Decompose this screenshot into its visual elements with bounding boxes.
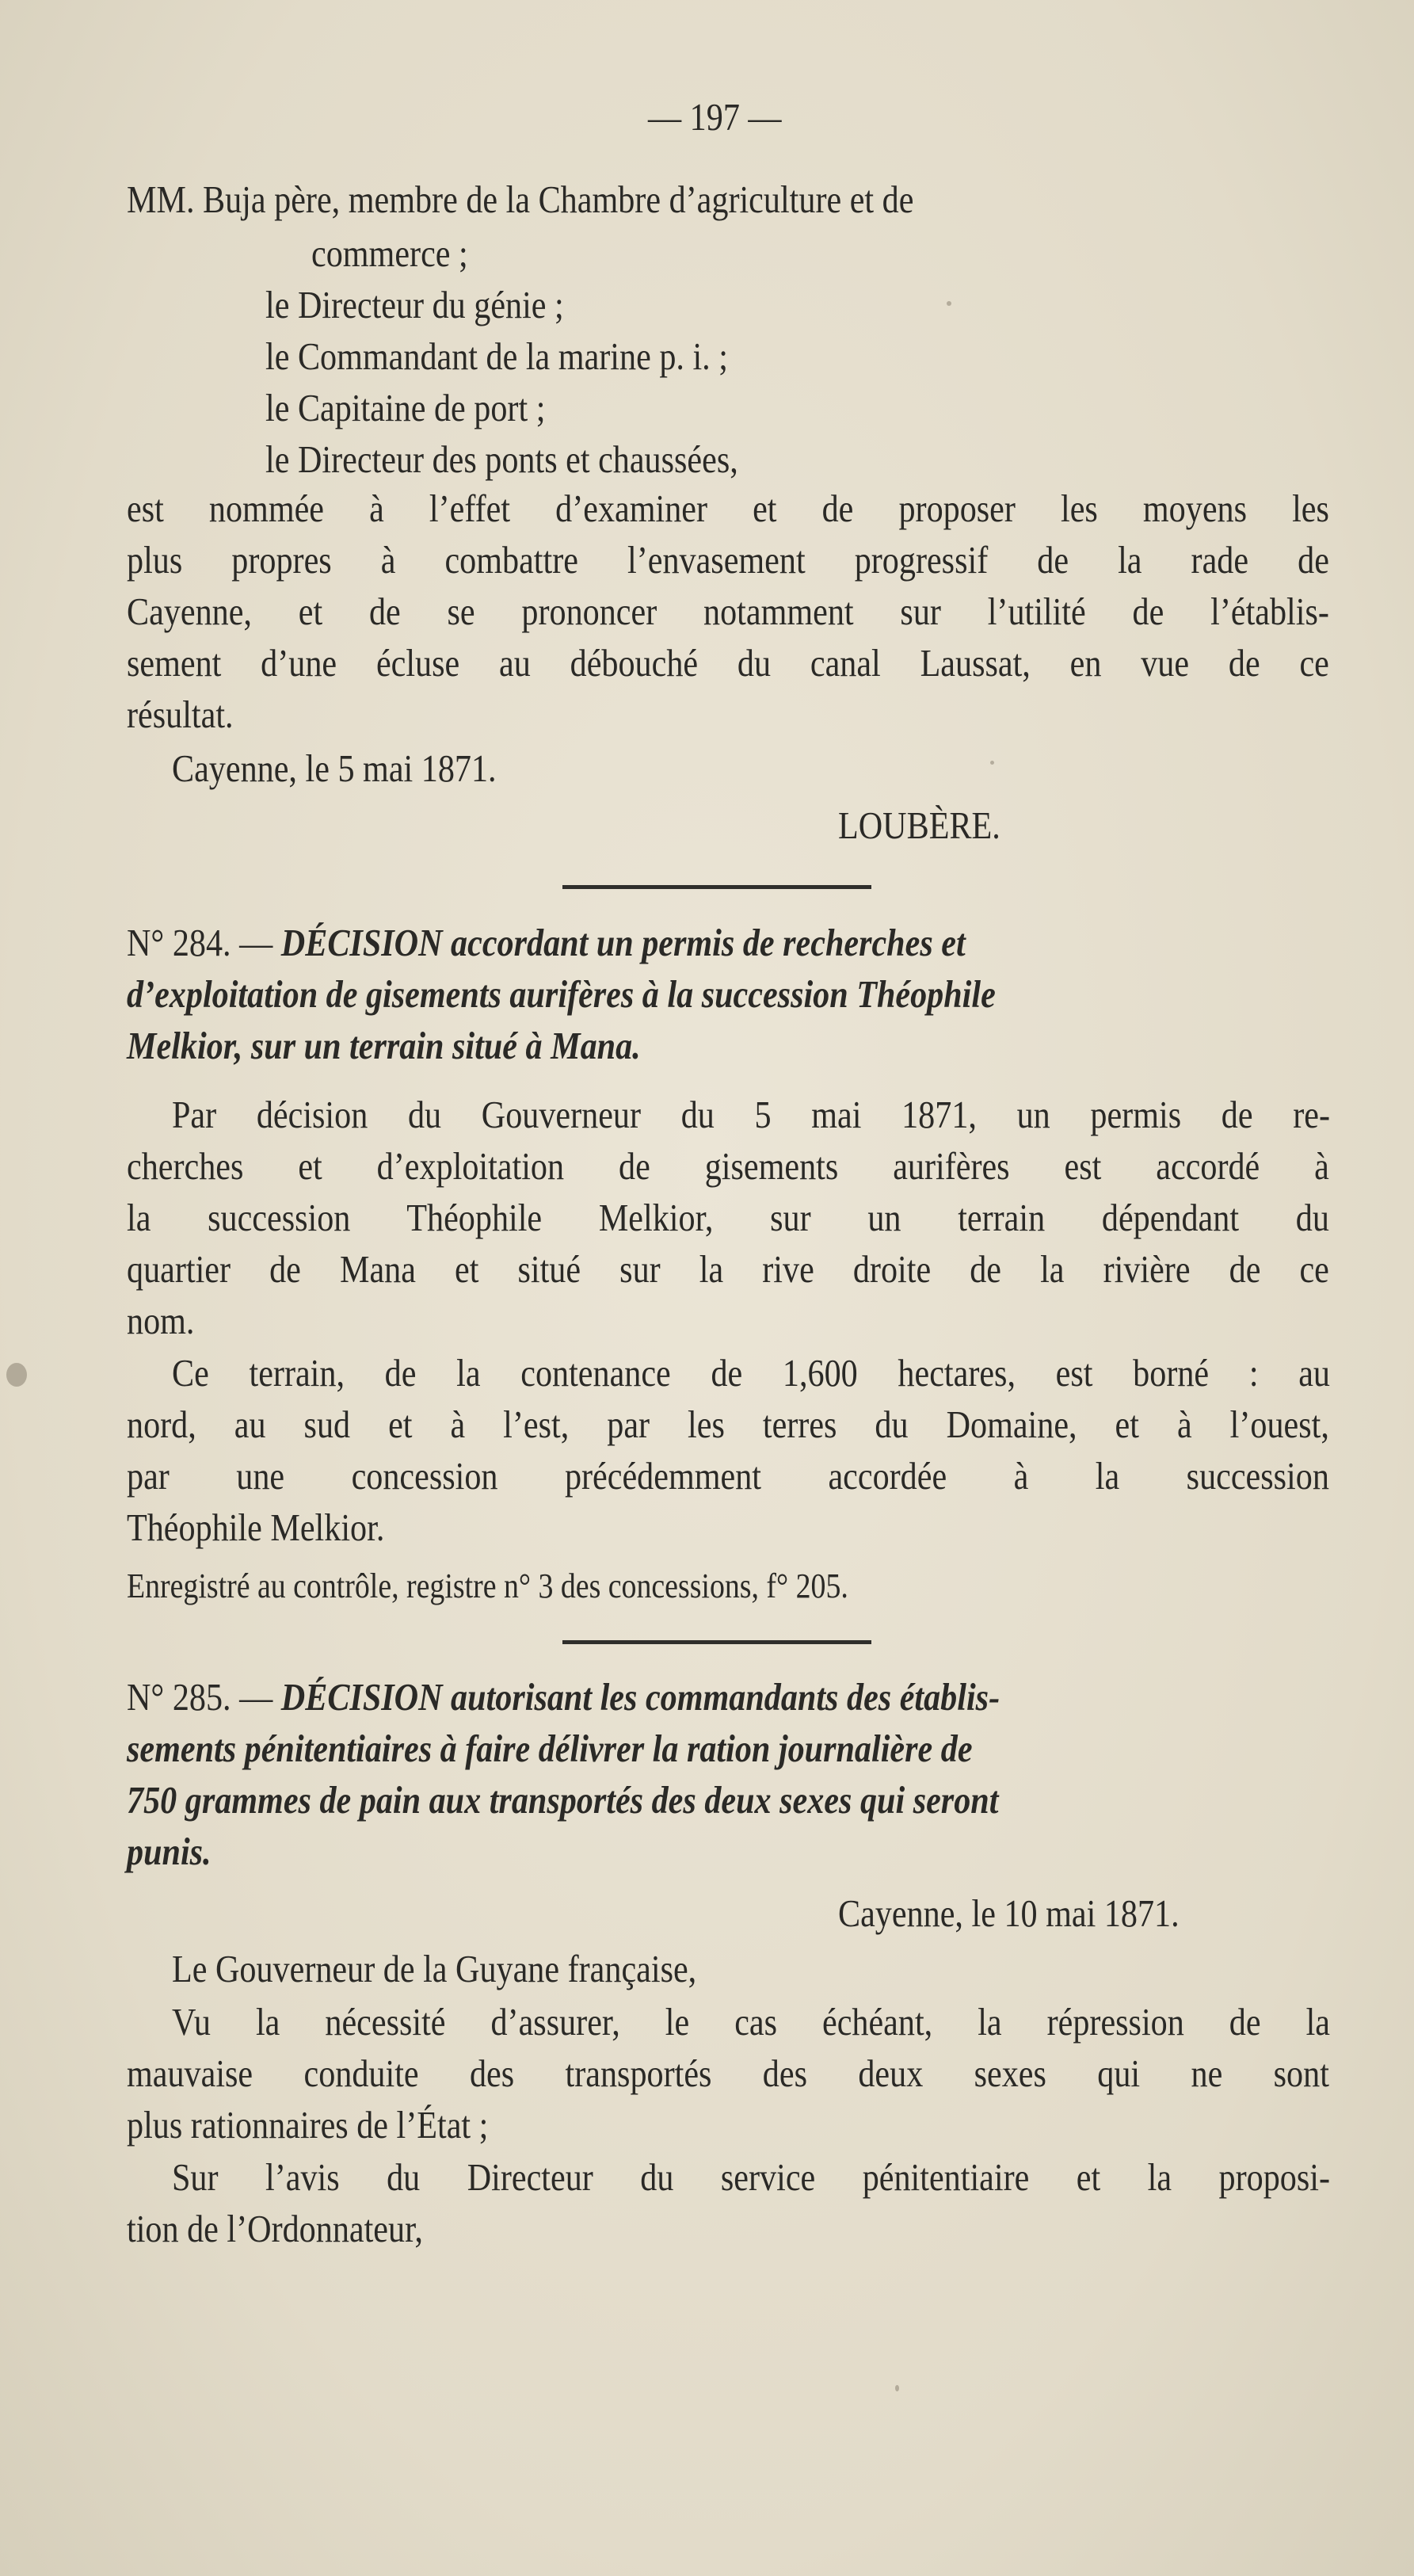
decision-heading bbox=[127, 919, 1329, 967]
paragraph-line: plus rationnaires de l’État ; bbox=[127, 2103, 489, 2147]
paragraph-line: cherches et d’exploitation de gisements aurifères est accordé à bbox=[127, 1144, 1329, 1188]
page-number: — 197 — bbox=[648, 95, 782, 139]
paragraph-line: quartier de Mana et situé sur la rive droite de la rivière de ce bbox=[127, 1247, 1329, 1291]
decision-heading bbox=[127, 1673, 1329, 1721]
paragraph-line: Sur l’avis du Directeur du service pénitentiaire et la proposi- bbox=[172, 2155, 1330, 2199]
section-divider bbox=[562, 885, 871, 889]
body-line: résultat. bbox=[127, 693, 234, 736]
paragraph-line: Par décision du Gouverneur du 5 mai 1871, un permis de re- bbox=[172, 1093, 1330, 1136]
member-line: le Commandant de la marine p. i. ; bbox=[265, 334, 728, 378]
body-line: plus propres à combattre l’envasement progressif de la rade de bbox=[127, 538, 1329, 582]
paragraph-line: la succession Théophile Melkior, sur un terrain dépendant du bbox=[127, 1196, 1329, 1239]
member-line: le Directeur du génie ; bbox=[265, 283, 564, 326]
member-line: MM. Buja père, membre de la Chambre d’agriculture et de bbox=[127, 177, 914, 221]
body-line: sement d’une écluse au débouché du canal Laussat, en vue de ce bbox=[127, 641, 1329, 685]
decision-title-line: 750 grammes de pain aux transportés des deux sexes qui seront bbox=[127, 1778, 999, 1822]
scan-speck bbox=[990, 761, 994, 765]
decision-number: N° 284. — bbox=[127, 921, 273, 964]
commission-date: Cayenne, le 5 mai 1871. bbox=[172, 746, 497, 790]
signature: LOUBÈRE. bbox=[838, 803, 1000, 847]
paragraph-line: mauvaise conduite des transportés des deux sexes qui ne sont bbox=[127, 2051, 1329, 2095]
decision-title-line: d’exploitation de gisements aurifères à la succession Théophile bbox=[127, 972, 996, 1016]
decision-number: N° 285. — bbox=[127, 1675, 273, 1719]
paragraph-line: tion de l’Ordonnateur, bbox=[127, 2207, 423, 2250]
member-line: commerce ; bbox=[311, 231, 468, 275]
decision-title-line: punis. bbox=[127, 1830, 212, 1873]
decision-title-line: Melkior, sur un terrain situé à Mana. bbox=[127, 1024, 641, 1067]
governor-line: Le Gouverneur de la Guyane française, bbox=[172, 1947, 697, 1990]
member-line: le Capitaine de port ; bbox=[265, 386, 546, 429]
scan-speck bbox=[895, 2385, 899, 2391]
decision-date: Cayenne, le 10 mai 1871. bbox=[838, 1891, 1180, 1935]
scan-speck bbox=[6, 1363, 27, 1387]
member-line: le Directeur des ponts et chaussées, bbox=[265, 437, 738, 481]
body-line: est nommée à l’effet d’examiner et de proposer les moyens les bbox=[127, 487, 1329, 530]
scan-speck bbox=[947, 301, 951, 306]
paragraph-line: nom. bbox=[127, 1299, 195, 1342]
paragraph-line: Théophile Melkior. bbox=[127, 1506, 385, 1549]
decision-title-line: sements pénitentiaires à faire délivrer la ration journalière de bbox=[127, 1727, 973, 1770]
paragraph-line: Ce terrain, de la contenance de 1,600 hectares, est borné : au bbox=[172, 1351, 1330, 1395]
decision-title-line: DÉCISION autorisant les commandants des établis- bbox=[280, 1675, 1000, 1719]
paragraph-line: Vu la nécessité d’assurer, le cas échéant, la répression de la bbox=[172, 2000, 1330, 2044]
decision-title-line: DÉCISION accordant un permis de recherches et bbox=[280, 921, 966, 964]
paragraph-line: par une concession précédemment accordée à la succession bbox=[127, 1454, 1329, 1498]
body-line: Cayenne, et de se prononcer notamment sur l’utilité de l’établis- bbox=[127, 590, 1329, 633]
registration-note: Enregistré au contrôle, registre n° 3 des concessions, f° 205. bbox=[127, 1567, 848, 1605]
section-divider bbox=[562, 1640, 871, 1644]
paragraph-line: nord, au sud et à l’est, par les terres du Domaine, et à l’ouest, bbox=[127, 1402, 1329, 1446]
